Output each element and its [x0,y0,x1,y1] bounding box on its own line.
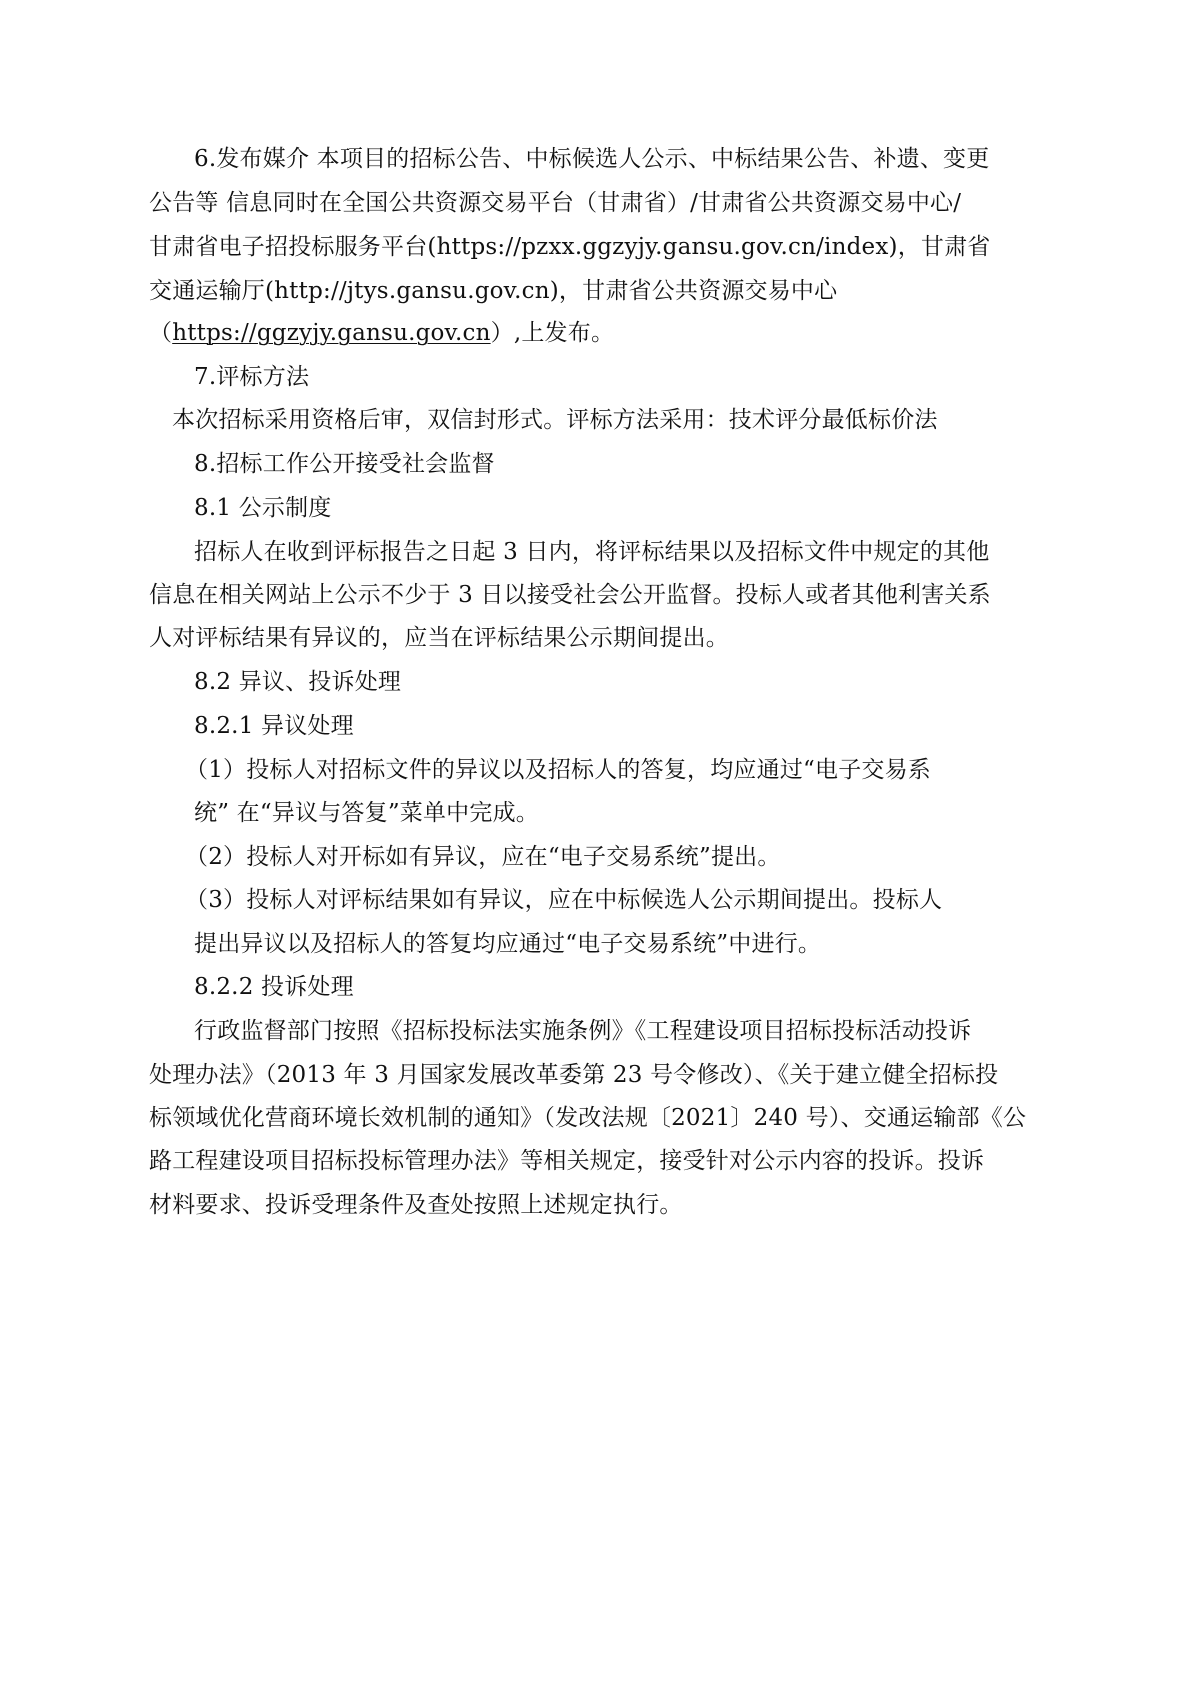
complaint-line-4: 路工程建设项目招标投标管理办法》等相关规定，接受针对公示内容的投诉。投诉 [149,1148,985,1174]
section-8-1-line-3: 人对评标结果有异议的，应当在评标结果公示期间提出。 [149,625,729,651]
section-6-line-2: 公告等 信息同时在全国公共资源交易平台（甘肃省）/甘肃省公共资源交易中心/ [149,190,962,216]
complaint-line-2: 处理办法》（2013 年 3 月国家发展改革委第 23 号令修改）、《关于建立健全招标投 [149,1062,999,1088]
section-8-1-heading: 8.1 公示制度 [194,495,332,521]
publish-suffix: ）,上发布。 [490,320,615,346]
section-8-2-1-heading: 8.2.1 异议处理 [194,713,354,739]
section-7-body: 本次招标采用资格后审，双信封形式。评标方法采用：技术评分最低标价法 [172,407,938,433]
section-8-1-line-1: 招标人在收到评标报告之日起 3 日内，将评标结果以及招标文件中规定的其他 [194,539,990,565]
objection-item-1-line-1: （1）投标人对招标文件的异议以及招标人的答复，均应通过“电子交易系 [185,757,931,783]
section-6-line-5 [149,318,614,348]
objection-item-3-line-2: 提出异议以及招标人的答复均应通过“电子交易系统”中进行。 [194,931,822,957]
section-8-2-2-heading: 8.2.2 投诉处理 [194,974,354,1000]
complaint-line-3: 标领域优化营商环境长效机制的通知》（发改法规〔2021〕240 号）、交通运输部《公 [149,1105,1027,1131]
section-7-heading: 7.评标方法 [194,364,310,390]
objection-item-1-line-2: 统” 在“异议与答复”菜单中完成。 [194,800,539,826]
section-8-2-heading: 8.2 异议、投诉处理 [194,669,402,695]
section-6-line-3: 甘肃省电子招投标服务平台(https://pzxx.ggzyjy.gansu.gov.cn/index)，甘肃省 [149,234,991,260]
ggzyjy-link[interactable]: https://ggzyjy.gansu.gov.cn [172,320,491,346]
objection-item-3-line-1: （3）投标人对评标结果如有异议，应在中标候选人公示期间提出。投标人 [185,887,943,913]
complaint-line-1: 行政监督部门按照《招标投标法实施条例》《工程建设项目招标投标活动投诉 [194,1018,972,1044]
section-8-heading: 8.招标工作公开接受社会监督 [194,451,495,477]
section-6-line-4: 交通运输厅(http://jtys.gansu.gov.cn)，甘肃省公共资源交易中心 [149,278,838,304]
section-6-line-1: 6.发布媒介 本项目的招标公告、中标候选人公示、中标结果公告、补遗、变更 [194,146,990,172]
objection-item-2: （2）投标人对开标如有异议，应在“电子交易系统”提出。 [185,844,781,870]
complaint-line-5: 材料要求、投诉受理条件及查处按照上述规定执行。 [149,1192,683,1218]
section-8-1-line-2: 信息在相关网站上公示不少于 3 日以接受社会公开监督。投标人或者其他利害关系 [149,582,991,608]
open-paren: （ [149,320,173,346]
